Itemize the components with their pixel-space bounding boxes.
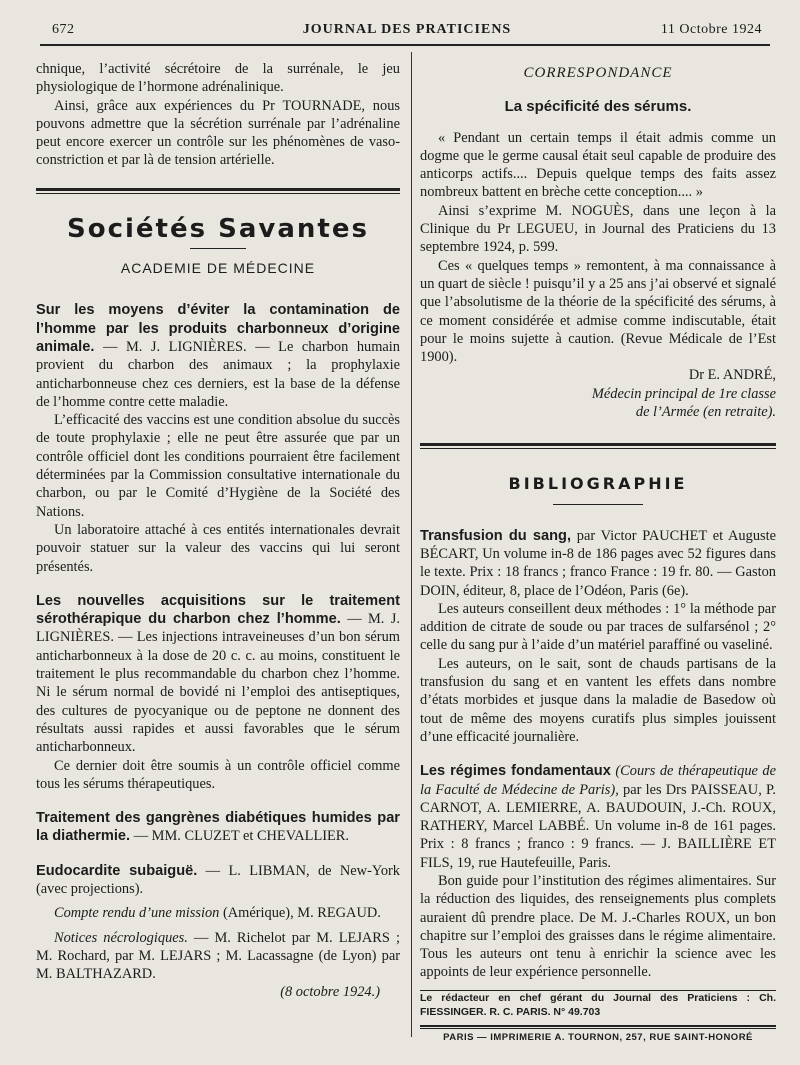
book-2-body: par les Drs PAISSEAU, P. CARNOT, A. LEMIERRE, A. BAUDOUIN, J.-Ch. ROUX, RATHERY, Marcel LABBÉ. Un volume in-8 de 161 pages. Prix : 8 francs ; franco : 9 francs. — J. BAILLIÈRE ET FILS, 19, rue Hautefeuille, Paris. bbox=[420, 781, 776, 871]
column-divider bbox=[411, 52, 412, 1037]
section-double-rule bbox=[36, 188, 400, 194]
mission-label: Compte rendu d’une mission bbox=[54, 905, 220, 922]
signature-title-2: de l’Armée (en retraite). bbox=[635, 404, 776, 421]
book-2-title: Les régimes fondamentaux bbox=[420, 763, 611, 780]
article-2-title: Les nouvelles acquisitions sur le traitement sérothérapique du charbon chez l’homme. bbox=[36, 592, 400, 628]
notices-line bbox=[36, 929, 400, 984]
correspondance-paragraph-2: Ainsi s’exprime M. NOGUÈS, dans une leçon à la Clinique du Pr LEGUEU, in Journal des Praticiens du 13 septembre 1924, p. 599. bbox=[420, 202, 776, 256]
article-1-author: — M. J. LIGNIÈRES. bbox=[94, 338, 247, 355]
intro-paragraph-2: Ainsi, grâce aux expériences du Pr TOURNADE, nous pouvons admettre que la sécrétion surrénale par l’adrénaline peut encore exercer un contrôle sur les phénomènes de vaso-constriction et par là de tension artérielle. bbox=[36, 97, 400, 169]
mission-line bbox=[36, 904, 400, 922]
signature-title-1: Médecin principal de 1re classe bbox=[591, 385, 776, 402]
page-header bbox=[52, 22, 762, 40]
article-1-paragraph-2: L’efficacité des vaccins est une condition absolue du succès de toute prophylaxie ; elle ne peut être assurée que par un contrôle officiel dont les conditions pourraient être facilement déterminées par la Commission consultative internationale du charbon, ou par le Comité d’Hygiène de la Société des Nations. bbox=[36, 412, 400, 520]
printer-line: PARIS — IMPRIMERIE A. TOURNON, 257, RUE SAINT-HONORÉ bbox=[443, 1031, 753, 1043]
correspondance-paragraph-3: Ces « quelques temps » remontent, à ma connaissance à un quart de siècle ! puisqu’il y a 25 ans j’ai observé et signalé que l’absolutisme de la théorie de la spécificité des sérums, à ce moment considérée et admise comme indiscutable, était pour le moins sujette à caution. (Revue Médicale de l’Est 1900). bbox=[420, 257, 776, 366]
book-1-title: Transfusion du sang, bbox=[420, 527, 572, 544]
article-2-paragraph-2: Ce dernier doit être soumis à un contrôle officiel comme tous les sérums thérapeutiques. bbox=[36, 757, 400, 792]
editor-line: Le rédacteur en chef gérant du Journal des Praticiens : Ch. FIESSINGER. R. C. PARIS. N° 49.703 bbox=[420, 991, 776, 1018]
section-title: Sociétés Savantes bbox=[67, 213, 369, 244]
article-2-author: — M. J. LIGNIÈRES. bbox=[36, 611, 400, 646]
article-4-author: — L. LIBMAN, de New-York (avec projections). bbox=[36, 862, 400, 897]
biblio-double-rule bbox=[420, 443, 776, 449]
title-rule bbox=[190, 248, 246, 249]
book-1 bbox=[420, 527, 776, 600]
article-1-title: Sur les moyens d’éviter la contamination de l’homme par les produits charbonneux d’origine animale. bbox=[36, 302, 400, 355]
article-1-body: — Le charbon humain provient du charbon des animaux ; la prophylaxie anticharbonneuse chez ces derniers, est la base de la défense de l’homme contre cette maladie. bbox=[36, 338, 400, 410]
bibliographie-title: BIBLIOGRAPHIE bbox=[508, 474, 688, 494]
article-2 bbox=[36, 592, 400, 757]
header-rule bbox=[40, 44, 770, 46]
signature-name: Dr E. ANDRÉ, bbox=[688, 367, 776, 384]
section-subtitle: ACADEMIE DE MÉDECINE bbox=[120, 260, 316, 277]
article-2-body: — Les injections intraveineuses d’un bon sérum anticharbonneux à la dose de 20 c. c. au moins, constituent le traitement le plus recommandable du charbon chez l’homme. Ni le sérum normal de bovidé ni l’emploi des antiseptiques, des cultures de pyocyanique ou de peptone ne donnent des résultats aussi rapides et aussi favorables que le sérum anticharbonneux. bbox=[36, 629, 400, 756]
article-4 bbox=[36, 862, 400, 899]
book-2 bbox=[420, 762, 776, 872]
book-1-paragraph-3: Les auteurs, on le sait, sont de chauds partisans de la transfusion du sang et en vantent les effets dans nombre d’états morbides et jusque dans la maladie de Basedow où tout de même des moyens curatifs plus simples jouissent d’une efficacité journalière. bbox=[420, 655, 776, 745]
book-2-subtitle: (Cours de thérapeutique de la Faculté de Médecine de Paris), bbox=[420, 763, 777, 798]
correspondance-title: CORRESPONDANCE bbox=[523, 65, 673, 81]
intro-paragraph-1: chnique, l’activité sécrétoire de la surrénale, le jeu physiologique de l’hormone adrénalinique. bbox=[36, 61, 400, 96]
article-3 bbox=[36, 809, 400, 846]
article-3-author: — MM. CLUZET et CHEVALLIER. bbox=[130, 828, 350, 845]
notices-rest: — M. Richelot par M. LEJARS ; M. Rochard, par M. LEJARS ; M. Lacassagne (de Lyon) par M. BALTHAZARD. bbox=[36, 929, 400, 983]
issue-date: 11 Octobre 1924 bbox=[660, 22, 762, 37]
article-4-title: Eudocardite subaiguë. bbox=[36, 862, 198, 879]
correspondance-paragraph-1: « Pendant un certain temps il était admis comme un dogme que le germe causal était seul capable de produire des anticorps actifs.... Depuis quelque temps des faits assez nombreux battent en brèche cette conception.... » bbox=[420, 129, 776, 201]
article-1 bbox=[36, 301, 400, 411]
page-number: 672 bbox=[52, 22, 75, 37]
left-column bbox=[36, 60, 400, 1002]
mission-rest: (Amérique), M. REGAUD. bbox=[219, 905, 381, 922]
book-2-paragraph-2: Bon guide pour l’institution des régimes alimentaires. Sur la réduction des liquides, des renseignements plus complets auraient dû prendre place. De M. J.-Charles ROUX, un bon chapitre sur l’emploi des graisses dans le régime alimentaire. Tous les auteurs ont tenu à enrichir la science avec les appoints de leur expérience personnelle. bbox=[420, 872, 776, 981]
specificity-title: La spécificité des sérums. bbox=[504, 98, 692, 116]
right-column bbox=[420, 60, 776, 1047]
notices-label: Notices nécrologiques. bbox=[54, 929, 188, 946]
session-date: (8 octobre 1924.) bbox=[280, 984, 380, 1001]
article-1-paragraph-3: Un laboratoire attaché à ces entités internationales devrait pouvoir statuer sur la valeur des vaccins qui lui seront présentés. bbox=[36, 521, 400, 575]
article-3-title: Traitement des gangrènes diabétiques humides par la diathermie. bbox=[36, 810, 400, 845]
book-1-body: par Victor PAUCHET et Auguste BÉCART, Un volume in-8 de 186 pages avec 52 figures dans le texte. Prix : 18 francs ; franco France : 19 fr. 80. — Gaston DOIN, éditeur, 8, place de l’Odéon, Paris (6e). bbox=[420, 527, 777, 599]
book-1-paragraph-2: Les auteurs conseillent deux méthodes : 1° la méthode par addition de citrate de soude ou par traces de sulfarsénol ; 2° celle du sang pur à l’aide d’un matériel paraffiné ou vaseliné. bbox=[420, 600, 776, 654]
journal-title: JOURNAL DES PRATICIENS bbox=[302, 22, 512, 37]
